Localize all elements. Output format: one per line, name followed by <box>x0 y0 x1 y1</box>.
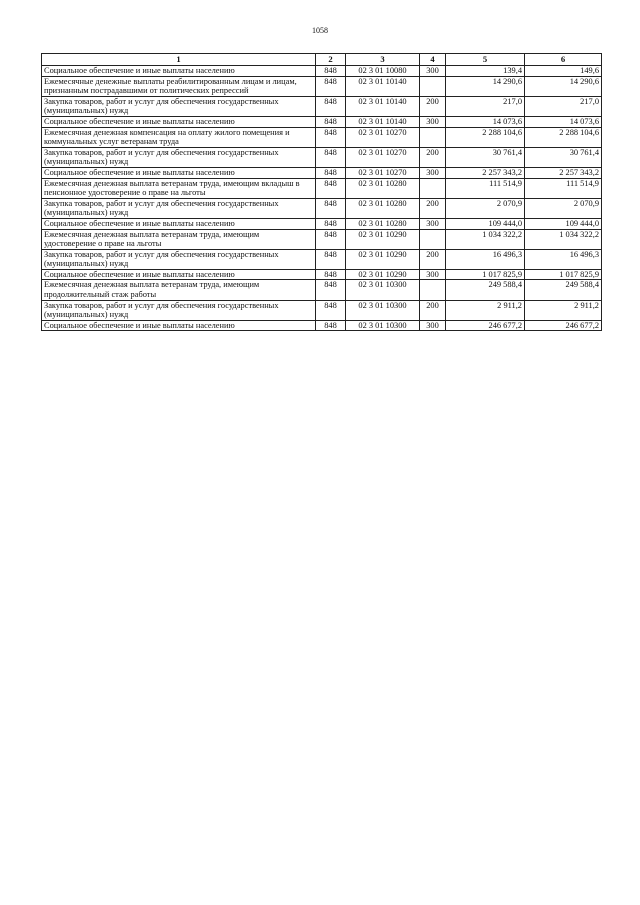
row-amount-year-2: 2 257 343,2 <box>525 167 602 178</box>
row-target-article: 02 3 01 10290 <box>346 229 420 249</box>
row-target-article: 02 3 01 10270 <box>346 167 420 178</box>
row-amount-year-2: 16 496,3 <box>525 249 602 269</box>
row-expense-type <box>420 280 446 300</box>
row-expense-type <box>420 229 446 249</box>
row-amount-year-1: 1 034 322,2 <box>446 229 525 249</box>
row-target-article: 02 3 01 10280 <box>346 198 420 218</box>
row-expense-type: 300 <box>420 218 446 229</box>
row-amount-year-2: 1 017 825,9 <box>525 269 602 280</box>
column-header-5: 5 <box>446 54 525 66</box>
table-header-row <box>42 54 602 66</box>
row-ministry-code: 848 <box>316 218 346 229</box>
row-expense-type: 300 <box>420 320 446 331</box>
table-row <box>42 300 602 320</box>
row-amount-year-2: 2 911,2 <box>525 300 602 320</box>
row-description: Ежемесячные денежные выплаты реабилитированным лицам и лицам, признанным пострадавшими от политических репрессий <box>42 76 316 96</box>
row-amount-year-1: 30 761,4 <box>446 147 525 167</box>
row-expense-type: 300 <box>420 66 446 77</box>
row-target-article: 02 3 01 10280 <box>346 218 420 229</box>
row-expense-type: 200 <box>420 198 446 218</box>
row-description: Социальное обеспечение и иные выплаты населению <box>42 116 316 127</box>
row-description: Закупка товаров, работ и услуг для обеспечения государственных (муниципальных) нужд <box>42 198 316 218</box>
row-ministry-code: 848 <box>316 127 346 147</box>
row-description: Закупка товаров, работ и услуг для обеспечения государственных (муниципальных) нужд <box>42 249 316 269</box>
table-row <box>42 116 602 127</box>
table-row <box>42 178 602 198</box>
row-ministry-code: 848 <box>316 76 346 96</box>
row-amount-year-2: 30 761,4 <box>525 147 602 167</box>
row-amount-year-1: 139,4 <box>446 66 525 77</box>
table-row <box>42 76 602 96</box>
row-description: Ежемесячная денежная выплата ветеранам труда, имеющим продолжительный стаж работы <box>42 280 316 300</box>
row-ministry-code: 848 <box>316 198 346 218</box>
table-row <box>42 147 602 167</box>
row-amount-year-2: 109 444,0 <box>525 218 602 229</box>
row-amount-year-1: 2 257 343,2 <box>446 167 525 178</box>
row-amount-year-2: 14 290,6 <box>525 76 602 96</box>
row-expense-type <box>420 178 446 198</box>
row-expense-type <box>420 127 446 147</box>
row-expense-type: 300 <box>420 269 446 280</box>
row-target-article: 02 3 01 10300 <box>346 320 420 331</box>
row-amount-year-2: 2 288 104,6 <box>525 127 602 147</box>
row-amount-year-2: 217,0 <box>525 96 602 116</box>
row-description: Социальное обеспечение и иные выплаты населению <box>42 269 316 280</box>
row-ministry-code: 848 <box>316 147 346 167</box>
row-target-article: 02 3 01 10140 <box>346 76 420 96</box>
row-amount-year-1: 109 444,0 <box>446 218 525 229</box>
row-amount-year-1: 217,0 <box>446 96 525 116</box>
row-description: Социальное обеспечение и иные выплаты населению <box>42 167 316 178</box>
table-row <box>42 218 602 229</box>
row-target-article: 02 3 01 10280 <box>346 178 420 198</box>
row-amount-year-1: 2 911,2 <box>446 300 525 320</box>
table-row <box>42 269 602 280</box>
table-body <box>42 66 602 331</box>
row-target-article: 02 3 01 10290 <box>346 269 420 280</box>
table-row <box>42 127 602 147</box>
row-amount-year-1: 2 070,9 <box>446 198 525 218</box>
row-ministry-code: 848 <box>316 96 346 116</box>
table-row <box>42 96 602 116</box>
row-amount-year-1: 14 073,6 <box>446 116 525 127</box>
row-target-article: 02 3 01 10300 <box>346 280 420 300</box>
table-row <box>42 229 602 249</box>
row-target-article: 02 3 01 10270 <box>346 147 420 167</box>
row-ministry-code: 848 <box>316 249 346 269</box>
table-row <box>42 320 602 331</box>
row-ministry-code: 848 <box>316 178 346 198</box>
table-row <box>42 66 602 77</box>
row-amount-year-1: 2 288 104,6 <box>446 127 525 147</box>
row-ministry-code: 848 <box>316 300 346 320</box>
row-amount-year-1: 111 514,9 <box>446 178 525 198</box>
table-row <box>42 167 602 178</box>
column-header-6: 6 <box>525 54 602 66</box>
row-expense-type: 200 <box>420 249 446 269</box>
column-header-3: 3 <box>346 54 420 66</box>
row-expense-type <box>420 76 446 96</box>
row-description: Ежемесячная денежная компенсация на оплату жилого помещения и коммунальных услуг ветеранам труда <box>42 127 316 147</box>
row-amount-year-2: 149,6 <box>525 66 602 77</box>
row-amount-year-2: 1 034 322,2 <box>525 229 602 249</box>
row-description: Ежемесячная денежная выплата ветеранам труда, имеющим удостоверение о праве на льготы <box>42 229 316 249</box>
row-target-article: 02 3 01 10140 <box>346 116 420 127</box>
row-target-article: 02 3 01 10290 <box>346 249 420 269</box>
row-expense-type: 200 <box>420 96 446 116</box>
row-description: Социальное обеспечение и иные выплаты населению <box>42 218 316 229</box>
table-row <box>42 198 602 218</box>
row-ministry-code: 848 <box>316 229 346 249</box>
row-ministry-code: 848 <box>316 167 346 178</box>
row-amount-year-1: 249 588,4 <box>446 280 525 300</box>
column-header-2: 2 <box>316 54 346 66</box>
row-description: Закупка товаров, работ и услуг для обеспечения государственных (муниципальных) нужд <box>42 147 316 167</box>
row-amount-year-1: 1 017 825,9 <box>446 269 525 280</box>
column-header-4: 4 <box>420 54 446 66</box>
row-amount-year-1: 16 496,3 <box>446 249 525 269</box>
row-ministry-code: 848 <box>316 320 346 331</box>
table-row <box>42 280 602 300</box>
row-ministry-code: 848 <box>316 116 346 127</box>
row-target-article: 02 3 01 10140 <box>346 96 420 116</box>
row-expense-type: 300 <box>420 167 446 178</box>
page-number: 1058 <box>312 26 328 35</box>
row-amount-year-2: 246 677,2 <box>525 320 602 331</box>
row-target-article: 02 3 01 10300 <box>346 300 420 320</box>
row-amount-year-2: 111 514,9 <box>525 178 602 198</box>
row-ministry-code: 848 <box>316 66 346 77</box>
row-ministry-code: 848 <box>316 280 346 300</box>
row-description: Закупка товаров, работ и услуг для обеспечения государственных (муниципальных) нужд <box>42 96 316 116</box>
row-target-article: 02 3 01 10080 <box>346 66 420 77</box>
row-description: Ежемесячная денежная выплата ветеранам труда, имеющим вкладыш в пенсионное удостоверение о праве на льготы <box>42 178 316 198</box>
row-description: Социальное обеспечение и иные выплаты населению <box>42 66 316 77</box>
row-description: Социальное обеспечение и иные выплаты населению <box>42 320 316 331</box>
row-amount-year-1: 14 290,6 <box>446 76 525 96</box>
column-header-1: 1 <box>42 54 316 66</box>
row-expense-type: 200 <box>420 147 446 167</box>
table-row <box>42 249 602 269</box>
row-expense-type: 200 <box>420 300 446 320</box>
row-amount-year-1: 246 677,2 <box>446 320 525 331</box>
row-target-article: 02 3 01 10270 <box>346 127 420 147</box>
budget-table <box>41 53 602 331</box>
row-amount-year-2: 14 073,6 <box>525 116 602 127</box>
row-amount-year-2: 2 070,9 <box>525 198 602 218</box>
row-description: Закупка товаров, работ и услуг для обеспечения государственных (муниципальных) нужд <box>42 300 316 320</box>
row-expense-type: 300 <box>420 116 446 127</box>
row-amount-year-2: 249 588,4 <box>525 280 602 300</box>
row-ministry-code: 848 <box>316 269 346 280</box>
